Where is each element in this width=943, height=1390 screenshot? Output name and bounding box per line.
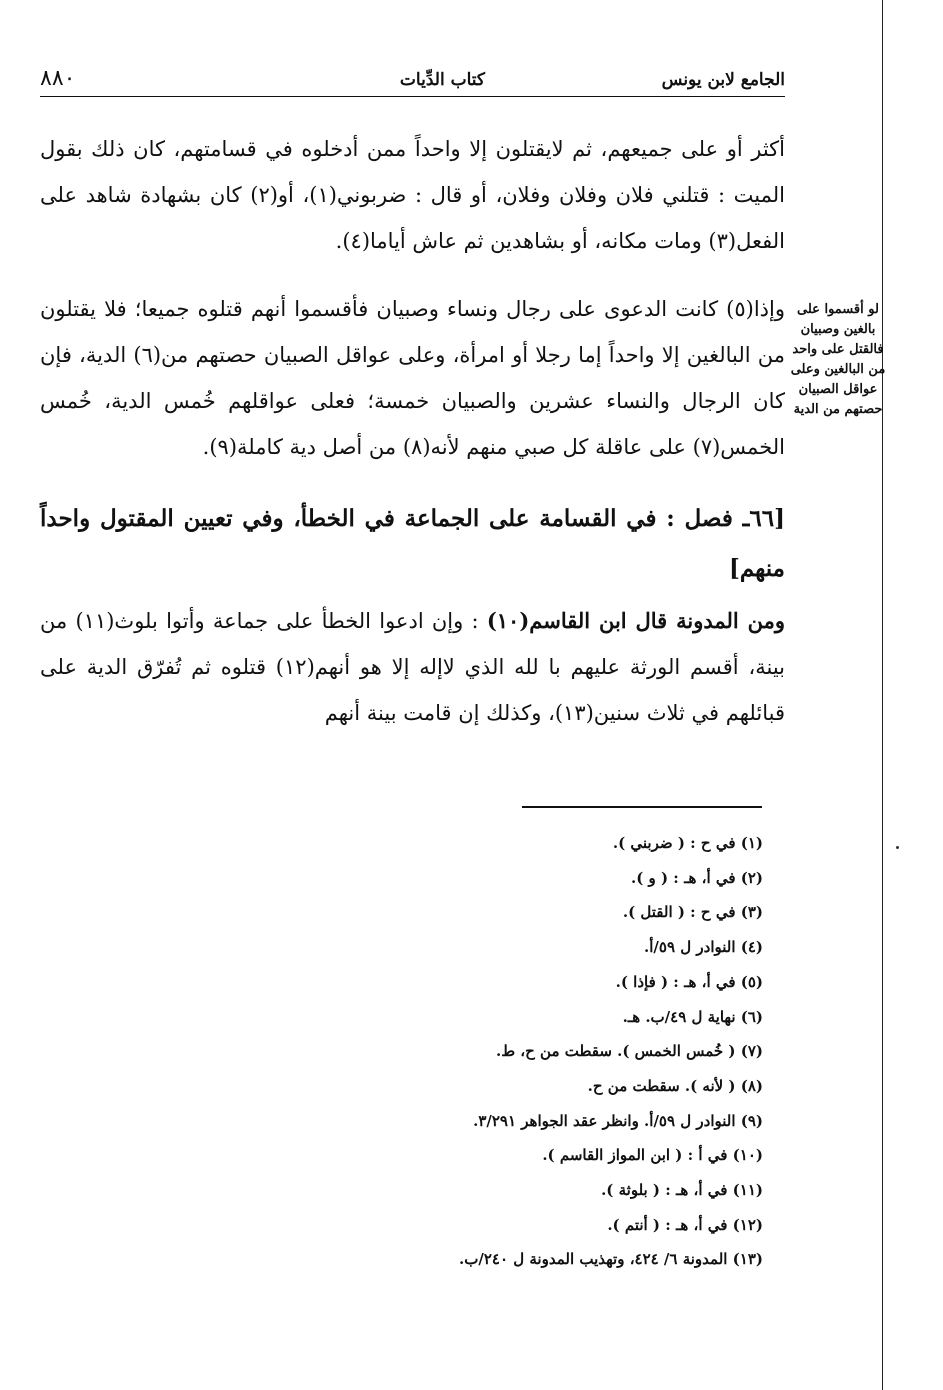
footnote-item: (٨) ( لأنه ). سقطت من ح.: [587, 1076, 763, 1095]
header-chapter-title: كتاب الدِّيات: [399, 70, 485, 90]
footnote-item: (١٣) المدونة ٦/ ٤٢٤، وتهذيب المدونة ل ٢٤٠/ب.: [459, 1250, 763, 1269]
footnote-item: (٥) في أ، هـ : ( فإذا ).: [615, 972, 763, 991]
footnote-item: (١١) في أ، هـ : ( بلوثة ).: [601, 1181, 763, 1200]
section-heading: [٦٦ـ فصل : في القسامة على الجماعة في الخطأ، وفي تعيين المقتول واحداً منهم]: [40, 505, 785, 582]
footnote-item: (٧) ( خُمس الخمس ). سقطت من ح، ط.: [495, 1042, 763, 1061]
page-edge-line: [882, 0, 883, 1390]
footnote-item: (٦) نهاية ل ٤٩/ب. هـ.: [622, 1007, 763, 1026]
main-text: [40, 126, 785, 736]
header-book-title: الجامع لابن يونس: [661, 70, 785, 90]
footnote-item: (١٠) في أ : ( ابن المواز القاسم ).: [542, 1146, 763, 1165]
page-number: ٨٨٠: [40, 66, 76, 91]
margin-note: لو أقسموا على بالغين وصبيان فالقتل على واحد من البالغين وعلى عواقل الصبيان حصتهم من الدية: [790, 302, 886, 417]
paragraph-1: أكثر أو على جميعهم، ثم لايقتلون إلا واحداً ممن أدخلوه في قسامتهم، كان ذلك بقول الميت : قتلني فلان وفلان وفلان، أو قال : ضربوني(١)، أو(٢) كان بشهادة شاهد على الفعل(٣) ومات مكانه، أو بشاهدين ثم عاش أياما(٤).: [40, 137, 785, 253]
paragraph-3: [40, 598, 785, 736]
footnote-item: (٤) النوادر ل ٥٩/أ.: [644, 938, 763, 957]
footnote-item: (١) في ح : ( ضربني ).: [612, 834, 763, 852]
footnotes: [203, 826, 763, 1277]
paragraph-2: وإذا(٥) كانت الدعوى على رجال ونساء وصبيان فأقسموا أنهم قتلوه جميعا؛ فلا يقتلون من البالغين إلا واحداً إما رجلا أو امرأة، وعلى عواقل الصبيان حصتهم من(٦) الدية، فإن كان الرجال والنساء عشرين والصبيان خمسة؛ فعلى عواقلهم خُمس الدية، خُمس الخمس(٧) على عاقلة كل صبي منهم لأنه(٨) من أصل دية كاملة(٩).: [40, 297, 785, 459]
footnote-item: (٣) في ح : ( القتل ).: [622, 903, 763, 922]
footnote-item: (٩) النوادر ل ٥٩/أ. وانظر عقد الجواهر ٣/٢٩١.: [473, 1111, 763, 1130]
footnote-item: (٢) في أ، هـ : ( و ).: [630, 868, 763, 887]
footnote-separator: [522, 806, 762, 808]
stray-dot-mark: [896, 846, 899, 849]
paragraph-3-lead: ومن المدونة قال ابن القاسم(١٠): [486, 608, 785, 633]
footnote-item: (١٢) في أ، هـ : ( أنتم ).: [607, 1215, 763, 1234]
paragraph-3-body: : وإن ادعوا الخطأ على جماعة وأتوا بلوث(١١) من بينة، أقسم الورثة عليهم با لله الذي لاإله إلا هو أنهم(١٢) قتلوه ثم تُفرّق الدية على قبائلهم في ثلاث سنين(١٣)، وكذلك إن قامت بينة أنهم: [40, 609, 785, 725]
running-header: [40, 66, 785, 97]
